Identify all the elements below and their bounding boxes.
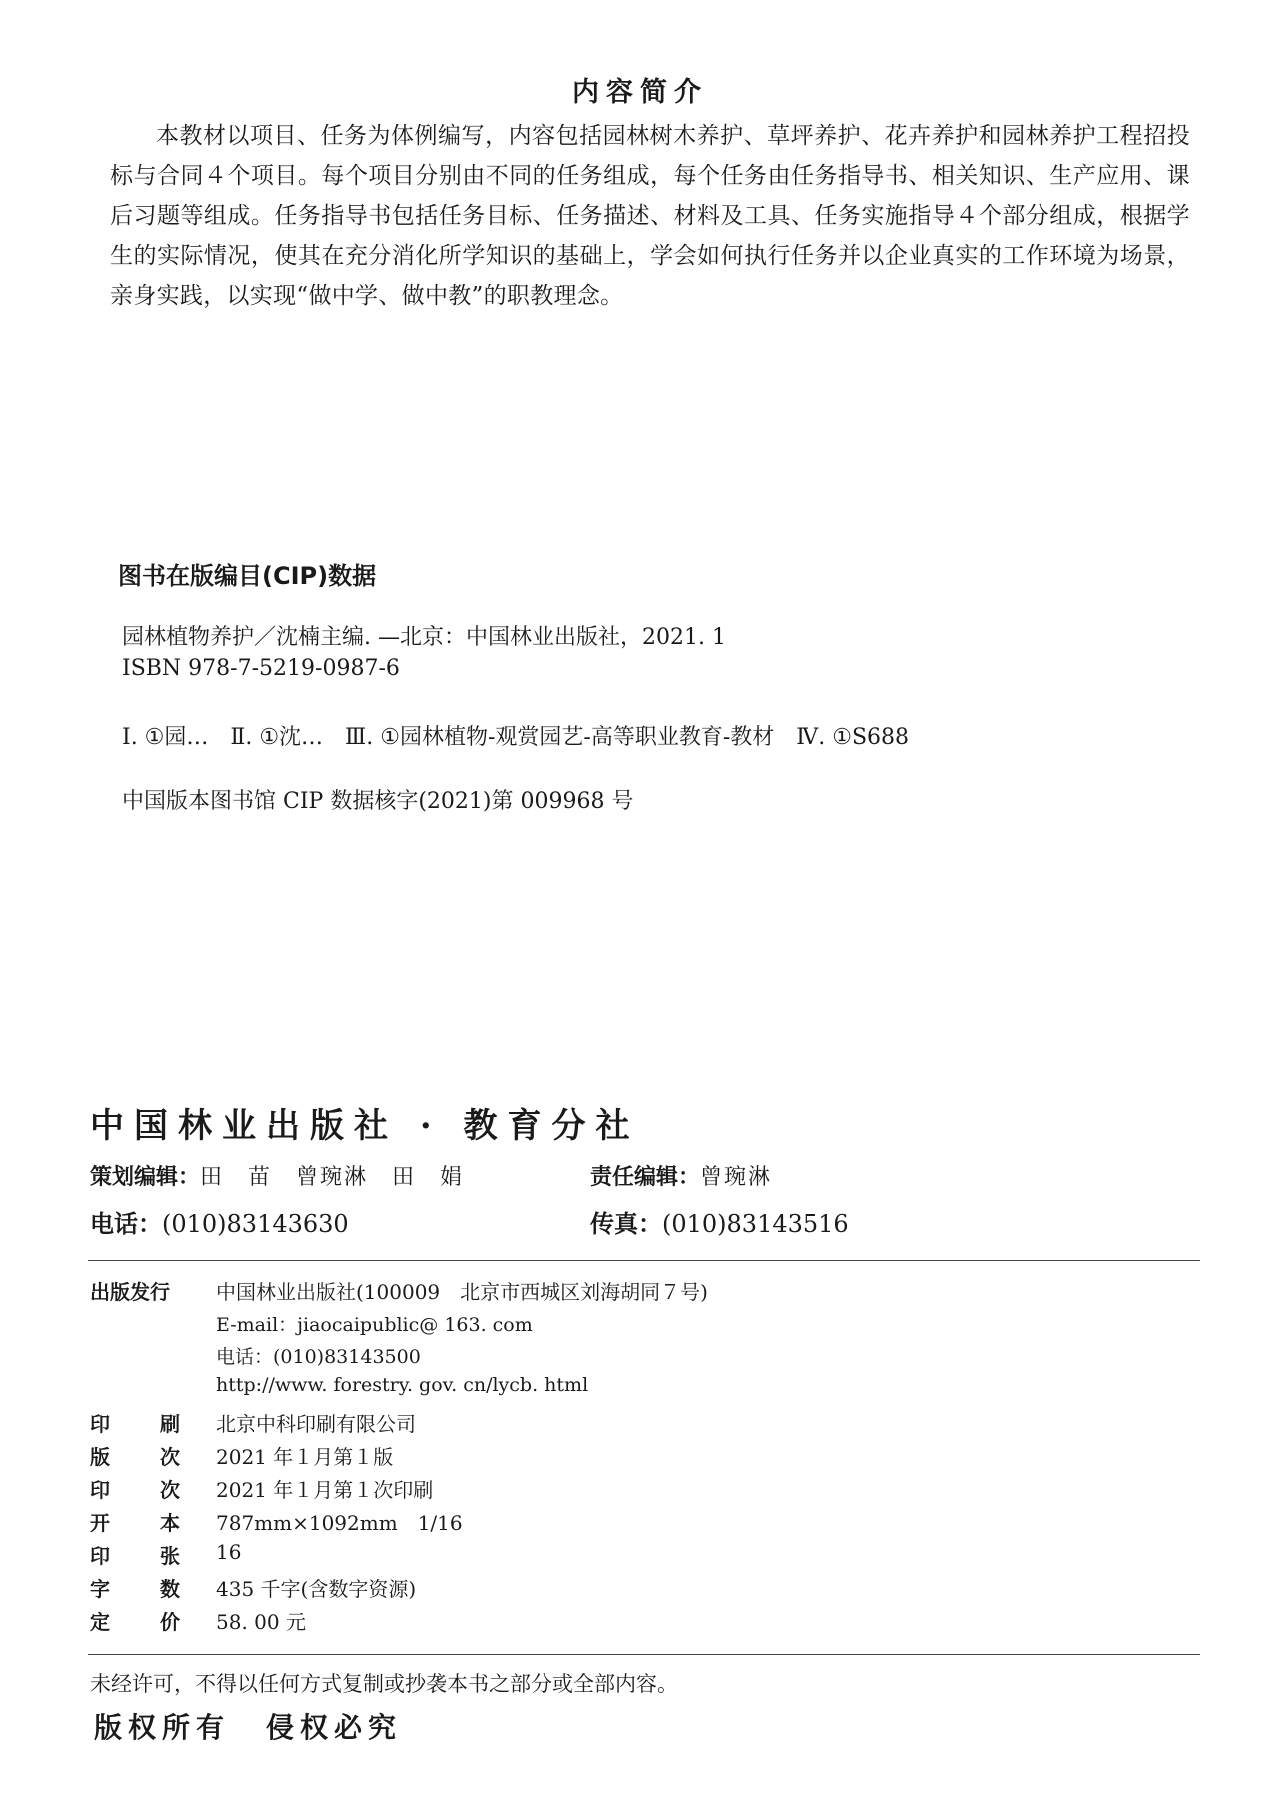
printing-label: 印 刷	[90, 1412, 180, 1436]
responsible-editor-label: 责任编辑：	[590, 1165, 701, 1190]
planning-editors-label: 策划编辑：	[90, 1165, 201, 1190]
cip-isbn: ISBN 978-7-5219-0987-6	[122, 656, 400, 681]
responsible-editor	[590, 1160, 772, 1191]
distribution-label: 出版发行	[90, 1280, 170, 1304]
editorial-phone	[90, 1204, 349, 1239]
printing-value: 北京中科印刷有限公司	[216, 1412, 416, 1436]
intro-body: 本教材以项目、任务为体例编写，内容包括园林树木养护、草坪养护、花卉养护和园林养护工程招投标与合同４个项目。每个项目分别由不同的任务组成，每个任务由任务指导书、相关知识、生产应用、课后习题等组成。任务指导书包括任务目标、任务描述、材料及工具、任务实施指导４个部分组成，根据学生的实际情况，使其在充分消化所学知识的基础上，学会如何执行任务并以企业真实的工作环境为场景，亲身实践，以实现“做中学、做中教”的职教理念。	[110, 123, 1190, 309]
impression-value: 2021 年１月第１次印刷	[216, 1478, 434, 1502]
publisher-name: 中国林业出版社 · 教育分社	[90, 1106, 640, 1146]
editorial-fax	[590, 1204, 849, 1239]
sheets-label: 印 张	[90, 1544, 180, 1568]
price-label: 定 价	[90, 1610, 180, 1634]
responsible-editor-name: 曾琬淋	[700, 1165, 773, 1190]
all-rights-reserved: 版权所有	[94, 1711, 231, 1744]
publisher-phone: 电话：(010)83143500	[216, 1346, 421, 1368]
copy-notice: 未经许可，不得以任何方式复制或抄袭本书之部分或全部内容。	[90, 1672, 678, 1696]
edition-label: 版 次	[90, 1445, 180, 1469]
words-value: 435 千字(含数字资源)	[216, 1577, 417, 1601]
cip-title: 图书在版编目(CIP)数据	[118, 562, 377, 590]
intro-title: 内容简介	[572, 77, 708, 108]
editorial-fax-label: 传真：	[590, 1210, 662, 1238]
edition-value: 2021 年１月第１版	[216, 1445, 394, 1469]
price-value: 58. 00 元	[216, 1610, 306, 1634]
cip-title-line: 园林植物养护／沈楠主编. —北京：中国林业出版社，2021. 1	[122, 625, 726, 650]
copyright-statement	[94, 1706, 438, 1746]
editorial-phone-value: (010)83143630	[162, 1210, 349, 1238]
editorial-fax-value: (010)83143516	[662, 1210, 849, 1238]
cip-classification: Ⅰ. ①园… Ⅱ. ①沈… Ⅲ. ①园林植物-观赏园艺-高等职业教育-教材 Ⅳ. ①S688	[122, 725, 910, 750]
infringement-warning: 侵权必究	[266, 1711, 403, 1744]
divider-bottom	[88, 1654, 1200, 1655]
format-value: 787mm×1092mm 1/16	[216, 1511, 463, 1535]
words-label: 字 数	[90, 1577, 180, 1601]
planning-editors-names: 田 苗 曾琬淋 田 娟	[200, 1165, 465, 1190]
distribution-value: 中国林业出版社(100009 北京市西城区刘海胡同７号)	[216, 1280, 708, 1304]
planning-editors	[90, 1160, 464, 1191]
sheets-value: 16	[216, 1540, 242, 1564]
publisher-url: http://www. forestry. gov. cn/lycb. html	[216, 1374, 589, 1396]
impression-label: 印 次	[90, 1478, 180, 1502]
divider-top	[88, 1260, 1200, 1261]
cip-record-number: 中国版本图书馆 CIP 数据核字(2021)第 009968 号	[122, 789, 634, 814]
editorial-phone-label: 电话：	[90, 1210, 162, 1238]
publisher-email: E-mail：jiaocaipublic@ 163. com	[216, 1314, 533, 1336]
format-label: 开 本	[90, 1511, 180, 1535]
